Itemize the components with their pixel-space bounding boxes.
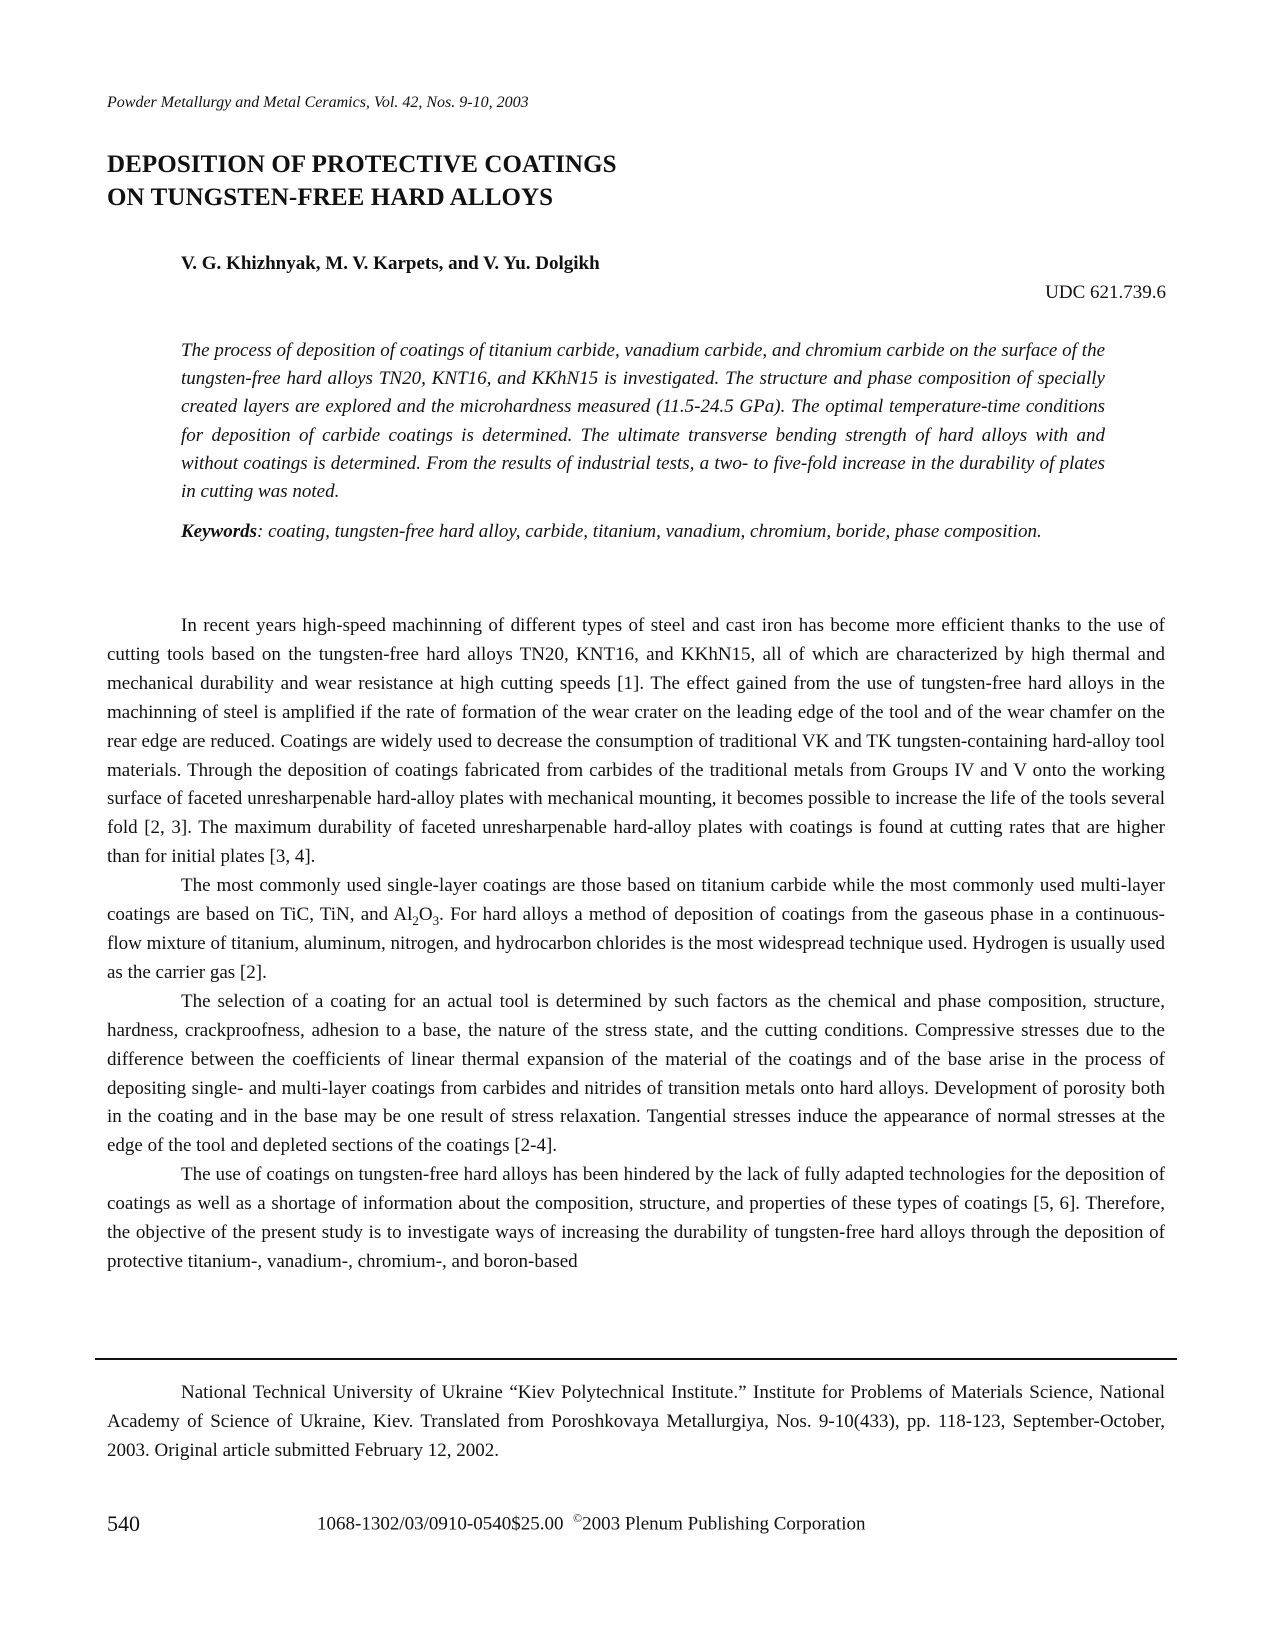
body-paragraph-4: The use of coatings on tungsten-free hard alloys has been hindered by the lack of fully adapted technologies for the deposition of coatings as well as a shortage of information about the composition, structure, and properties of these types of coatings [5, 6]. Therefore, the objective of the present study is to investigate ways of increasing the durability of tungsten-free hard alloys through the deposition of protective titanium-, vanadium-, chromium-, and boron-based	[107, 1164, 1165, 1272]
journal-citation: Powder Metallurgy and Metal Ceramics, Vol. 42, Nos. 9-10, 2003	[107, 94, 529, 111]
keywords-label: Keywords	[181, 521, 257, 542]
article-title	[107, 148, 617, 214]
body-text	[107, 612, 1165, 1277]
copyright-line	[317, 1511, 866, 1535]
price-code: 1068-1302/03/0910-0540$25.00	[317, 1513, 564, 1535]
keywords-text: : coating, tungsten-free hard alloy, carbide, titanium, vanadium, chromium, boride, phase composition.	[257, 521, 1042, 542]
keywords	[181, 518, 1105, 546]
footnote-divider	[95, 1358, 1177, 1360]
author-list: V. G. Khizhnyak, M. V. Karpets, and V. Yu. Dolgikh	[181, 253, 600, 274]
page-number: 540	[107, 1511, 140, 1536]
body-paragraph-2-part-b: O	[418, 904, 433, 926]
copyright-text: 2003 Plenum Publishing Corporation	[582, 1513, 866, 1535]
subscript-3: 3	[432, 912, 440, 928]
affiliation-footnote: National Technical University of Ukraine “Kiev Polytechnical Institute.” Institute for Problems of Materials Science, National Academy of Science of Ukraine, Kiev. Translated from Poroshkovaya Metallurgiya, Nos. 9-10(433), pp. 118-123, September-October, 2003. Original article submitted February 12, 2002.	[107, 1382, 1165, 1461]
body-paragraph-2-part-c: . For hard alloys a method of deposition of coatings from the gaseous phase in a continuous-flow mixture of titanium, aluminum, nitrogen, and hydrocarbon chlorides is the most widespread technique used. Hydrogen is usually used as the carrier gas [2].	[107, 904, 1165, 983]
body-paragraph-2	[107, 872, 1165, 988]
body-paragraph-2-part-a: The most commonly used single-layer coatings are those based on titanium carbide while the most commonly used multi-layer coatings are based on TiC, TiN, and Al	[107, 875, 1165, 926]
body-paragraph-3: The selection of a coating for an actual tool is determined by such factors as the chemical and phase composition, structure, hardness, crackproofness, adhesion to a base, the nature of the stress state, and the cutting conditions. Compressive stresses due to the difference between the coefficients of linear thermal expansion of the material of the coatings and of the base arise in the process of depositing single- and multi-layer coatings from carbides and nitrides of transition metals onto hard alloys. Development of porosity both in the coating and in the base may be one result of stress relaxation. Tangential stresses induce the appearance of normal stresses at the edge of the tool and depleted sections of the coatings [2-4].	[107, 990, 1165, 1157]
article-title-line-2: ON TUNGSTEN-FREE HARD ALLOYS	[107, 184, 554, 211]
body-paragraph-1: In recent years high-speed machinning of different types of steel and cast iron has become more efficient thanks to the use of cutting tools based on the tungsten-free hard alloys TN20, KNT16, and KKhN15, all of which are characterized by high thermal and mechanical durability and wear resistance at high cutting speeds [1]. The effect gained from the use of tungsten-free hard alloys in the machinning of steel is amplified if the rate of formation of the wear crater on the leading edge of the tool and of the wear chamfer on the rear edge are reduced. Coatings are widely used to decrease the consumption of traditional VK and TK tungsten-containing hard-alloy tool materials. Through the deposition of coatings fabricated from carbides of the traditional metals from Groups IV and V onto the working surface of faceted unresharpenable hard-alloy plates with mechanical mounting, it becomes possible to increase the life of the tools several fold [2, 3]. The maximum durability of faceted unresharpenable hard-alloy plates with coatings is found at cutting rates that are higher than for initial plates [3, 4].	[107, 615, 1165, 868]
copyright-symbol: ©	[572, 1511, 583, 1525]
subscript-2: 2	[412, 912, 419, 928]
article-title-line-1: DEPOSITION OF PROTECTIVE COATINGS	[107, 151, 617, 178]
abstract: The process of deposition of coatings of titanium carbide, vanadium carbide, and chromium carbide on the surface of the tungsten-free hard alloys TN20, KNT16, and KKhN15 is investigated. The structure and phase composition of specially created layers are explored and the microhardness measured (11.5-24.5 GPa). The optimal temperature-time conditions for deposition of carbide coatings is determined. The ultimate transverse bending strength of hard alloys with and without coatings is determined. From the results of industrial tests, a two- to five-fold increase in the durability of plates in cutting was noted.	[181, 340, 1105, 503]
udc-code: UDC 621.739.6	[1045, 282, 1166, 303]
